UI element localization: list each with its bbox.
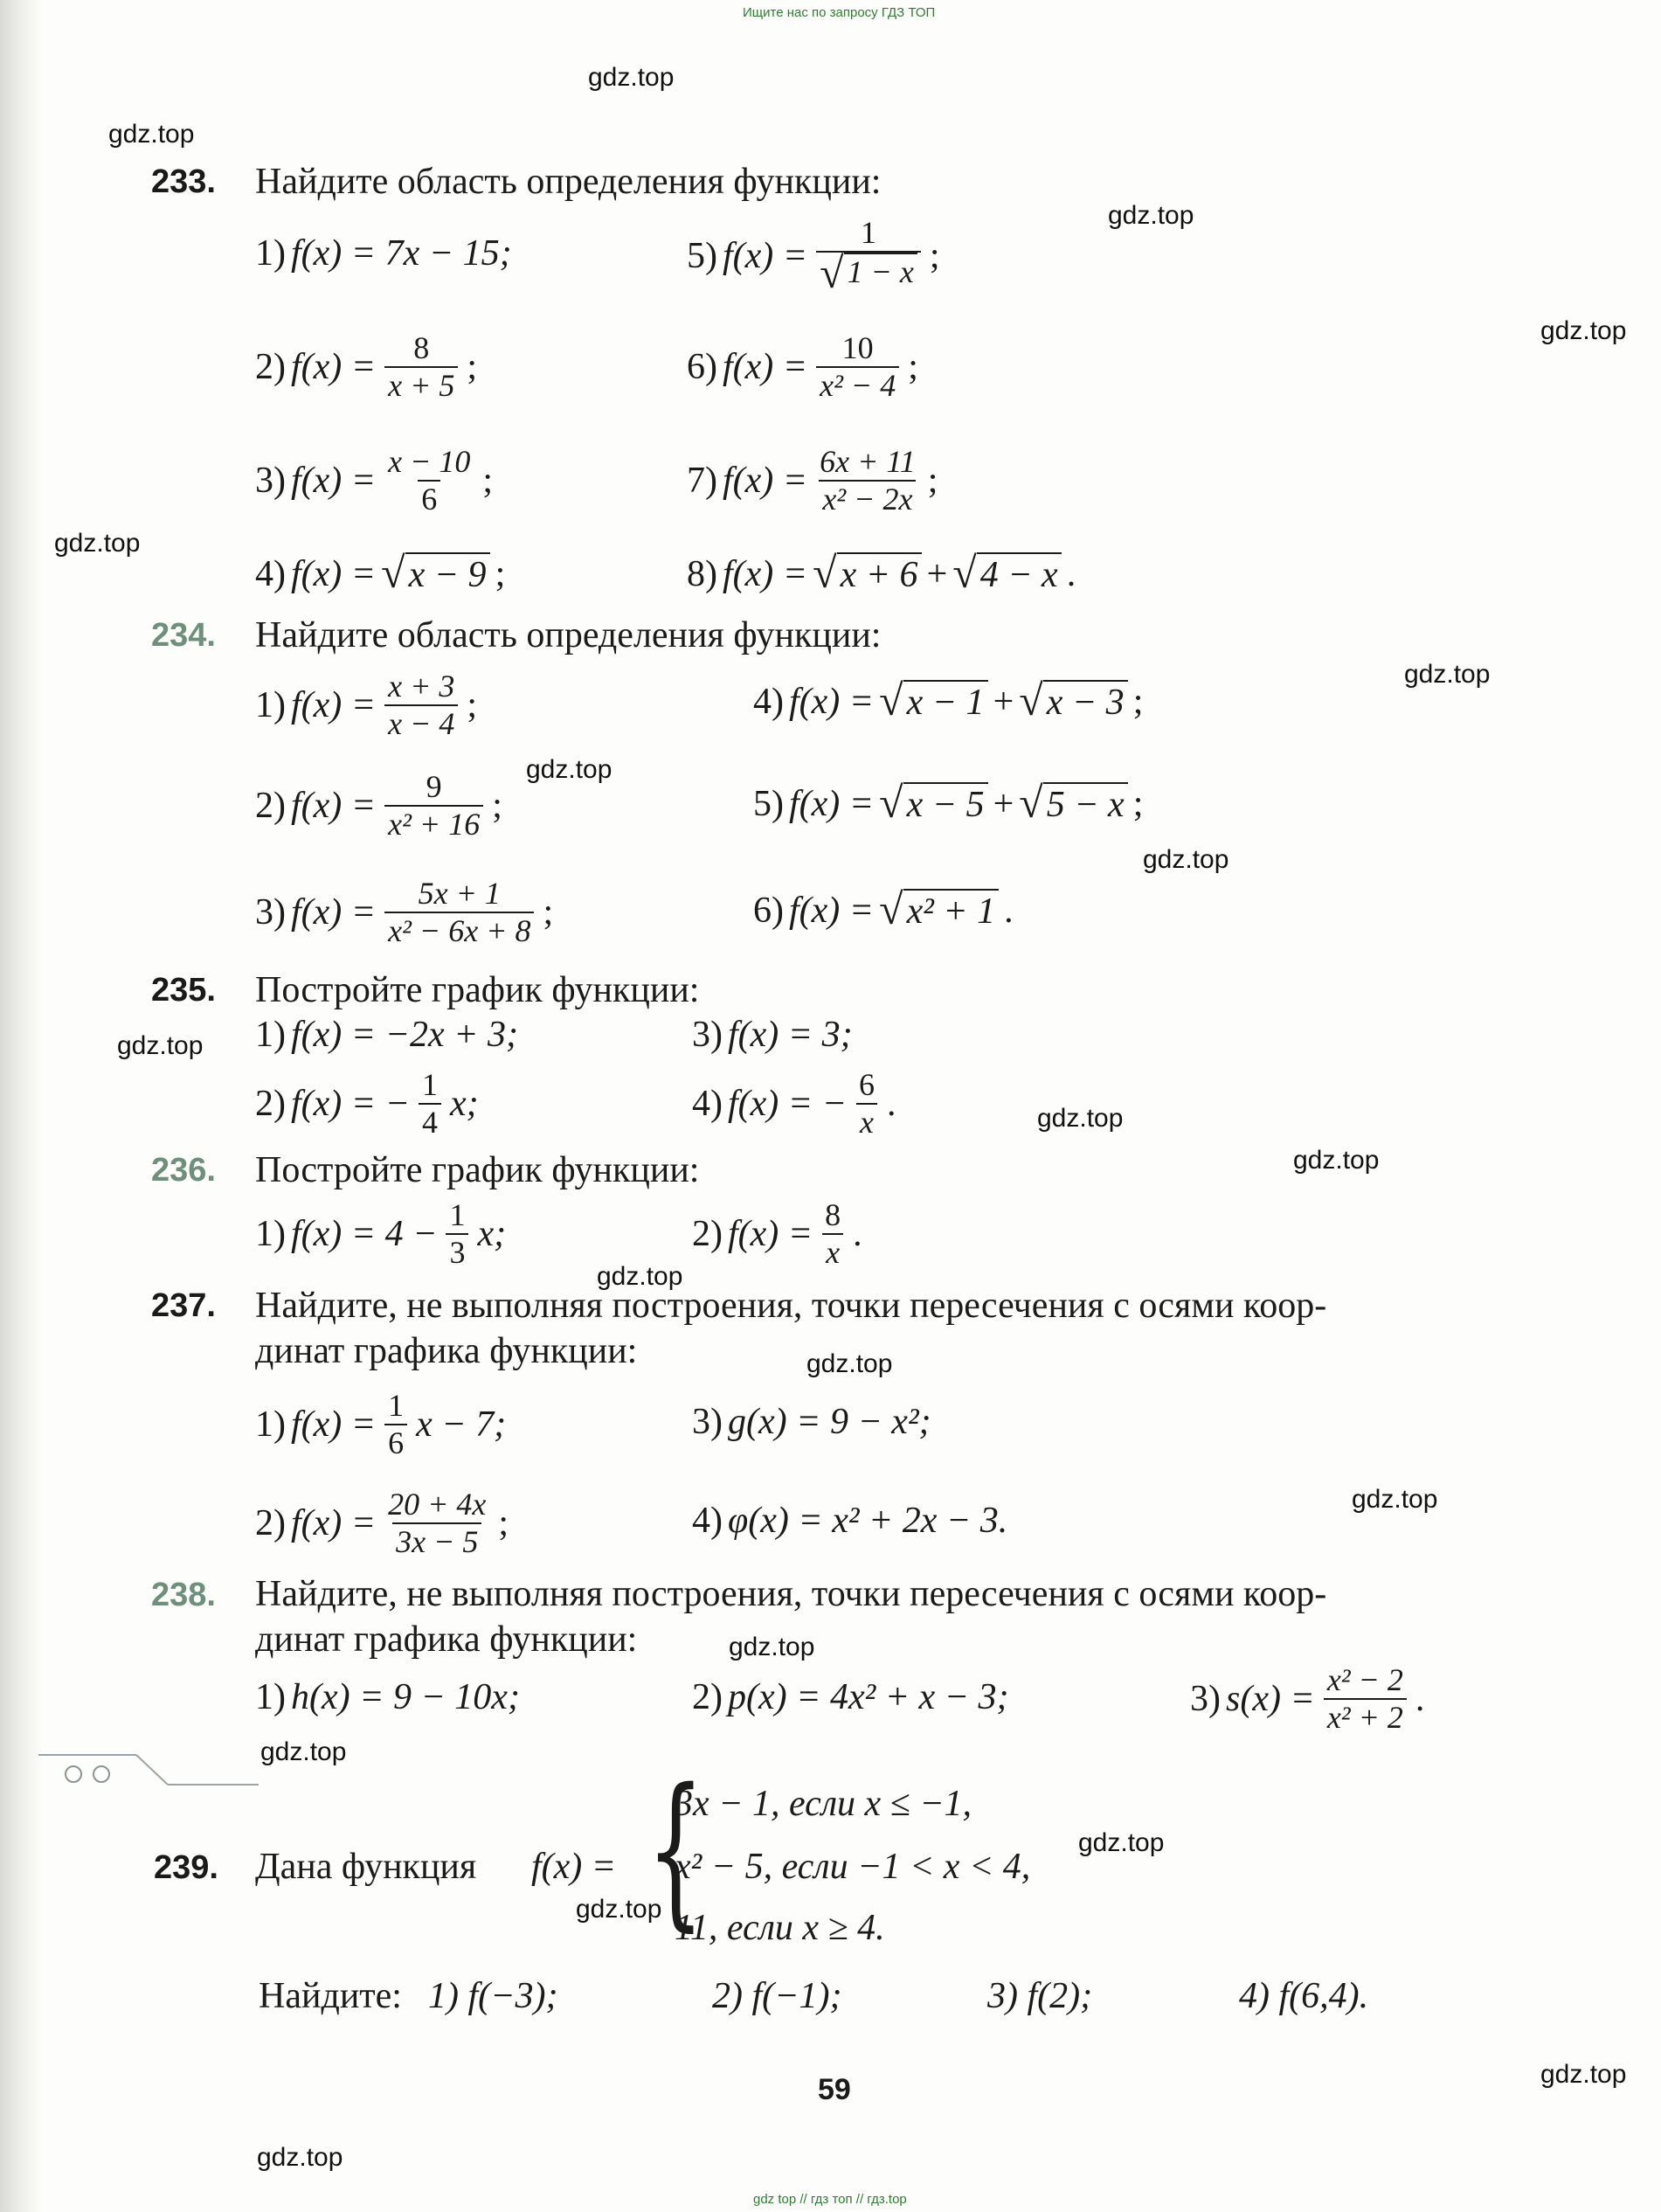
problem-number: 237. — [151, 1287, 216, 1324]
expression: f(x) = −2x + 3; — [291, 1015, 518, 1055]
function-lhs: f(x) = − — [728, 1084, 847, 1125]
item-label: 2) — [692, 1214, 723, 1255]
item-label: 2) — [255, 347, 286, 388]
square-root: √ x − 9 — [381, 552, 489, 596]
piecewise-case: 11, если x ≥ 4. — [675, 1908, 885, 1948]
expression: g(x) = 9 − x²; — [728, 1402, 931, 1442]
fraction — [816, 444, 919, 518]
function-lhs: f(x) = — [291, 892, 377, 933]
equation: 3) f(x) = $\frac{x - 10}{6}$ ; — [255, 444, 494, 517]
watermark: gdz.top — [1540, 2060, 1627, 2089]
fraction — [384, 669, 458, 743]
problem-number: 236. — [151, 1152, 216, 1189]
problem-title: Найдите область определения функции: — [255, 615, 882, 655]
problem-number: 234. — [151, 617, 216, 654]
margin-decoration — [38, 1750, 266, 1788]
item-label: 3) — [692, 1015, 723, 1055]
watermark: gdz.top — [729, 1633, 815, 1661]
find-label: Найдите: — [259, 1976, 402, 2016]
equation: 2) f(x) = − $\frac{1}{4}$ x; — [255, 1067, 479, 1141]
item-label: 7) — [687, 461, 717, 502]
top-note: Ищите нас по запросу ГДЗ ТОП — [743, 5, 936, 20]
numerator: 1 — [860, 215, 876, 250]
equation: 6) f(x) = $\frac{10}{\text{x² − 4}}$ ; — [687, 330, 918, 404]
watermark: gdz.top — [1352, 1485, 1438, 1514]
equation: 1) f(x) = 4 − $\frac{1}{3}$ x; — [255, 1197, 507, 1271]
function-lhs: f(x) = — [291, 461, 377, 502]
denominator: x² + 16 — [384, 805, 483, 843]
item-label: 3) — [255, 461, 286, 502]
denominator: x² − 4 — [816, 366, 899, 404]
radicand: x − 9 — [405, 552, 490, 596]
numerator: 20 + 4x — [388, 1487, 487, 1522]
function-lhs: f(x) = — [723, 347, 808, 388]
function-lhs: f(x) = — [291, 786, 377, 827]
equation — [255, 232, 512, 274]
watermark: gdz.top — [257, 2143, 343, 2172]
equation: 6) f(x) = √ x² + 1 . — [753, 884, 1014, 933]
denominator: x² − 6x + 8 — [384, 912, 534, 949]
fraction — [1324, 1662, 1407, 1737]
equation — [255, 1676, 520, 1718]
watermark: gdz.top — [1108, 201, 1194, 230]
function-lhs: f(x) = — [291, 554, 377, 594]
item-label: 2) — [255, 1084, 286, 1125]
problem-title: динат графика функции: — [255, 1331, 638, 1371]
problem-number: 239. — [154, 1849, 218, 1886]
problem-title: Найдите, не выполняя построения, точки пересечения с осями коор- — [255, 1286, 1327, 1326]
watermark: gdz.top — [1037, 1104, 1124, 1133]
watermark: gdz.top — [576, 1895, 662, 1924]
equation: 1) f(x) = $\frac{1}{6}$ x − 7; — [255, 1388, 507, 1461]
function-lhs: f(x) = — [291, 347, 377, 388]
numerator: x + 3 — [388, 669, 455, 704]
function-lhs: f(x) = — [728, 1214, 813, 1255]
item-label: 1) — [255, 1214, 286, 1255]
square-root: √ 5 − x — [1019, 782, 1127, 826]
equation: 7) f(x) = $\frac{6x + 11}{\text{x² − 2x}}$ ; — [687, 444, 938, 517]
item-label: 3) — [692, 1402, 723, 1442]
problem-title: Найдите область определения функции: — [255, 162, 882, 202]
watermark: gdz.top — [117, 1031, 204, 1060]
radicand: 1 − x — [844, 253, 917, 296]
fraction — [821, 1197, 844, 1272]
numerator: x² − 2 — [1326, 1662, 1403, 1697]
denominator: x + 5 — [384, 366, 458, 404]
numerator: 8 — [413, 330, 430, 365]
equation — [255, 1014, 518, 1056]
item-label: 3) — [255, 892, 286, 933]
find-item: 2) f(−1); — [712, 1976, 842, 2016]
numerator: 6 — [858, 1067, 875, 1102]
denominator — [816, 248, 921, 298]
radicand: x − 5 — [903, 782, 988, 826]
expression: f(x) = 7x − 15; — [291, 233, 512, 274]
watermark: gdz.top — [54, 529, 141, 558]
denominator: 3x − 5 — [392, 1522, 481, 1560]
radicand: 4 − x — [977, 552, 1062, 596]
watermark: gdz.top — [526, 755, 612, 784]
function-lhs: f(x) = − — [291, 1084, 410, 1125]
item-label: 6) — [753, 891, 784, 931]
function-lhs: f(x) = — [291, 1404, 377, 1446]
numerator: 9 — [426, 769, 442, 804]
radicand: x + 6 — [837, 552, 922, 596]
item-label: 4) — [692, 1501, 723, 1541]
square-root: √ x² + 1 — [879, 889, 999, 933]
radicand: x − 1 — [903, 680, 988, 724]
left-brace: { — [647, 1753, 705, 1946]
denominator: x² + 2 — [1324, 1698, 1407, 1736]
denominator: x² − 2x — [819, 480, 916, 517]
watermark: gdz.top — [1540, 316, 1627, 345]
equation — [692, 1014, 853, 1056]
radicand: x − 3 — [1043, 680, 1128, 724]
expression: f(x) = 3; — [728, 1015, 853, 1055]
denominator: x − 4 — [384, 704, 458, 742]
fraction — [816, 215, 921, 298]
item-label: 1) — [255, 1677, 286, 1717]
problem-number: 238. — [151, 1577, 216, 1613]
square-root: √ x − 5 — [879, 782, 987, 826]
item-label: 5) — [753, 784, 784, 824]
equation: 5) f(x) = 1 √ 1 − x ; — [687, 215, 940, 298]
equation — [692, 1401, 931, 1443]
equation: 2) f(x) = $\frac{20 + 4x}{3x - 5}$ ; — [255, 1487, 509, 1560]
numerator: 5x + 1 — [418, 876, 501, 911]
square-root: √ x + 6 — [813, 552, 921, 596]
denominator: x — [822, 1233, 843, 1271]
numerator: 1 — [388, 1388, 405, 1423]
problem-title: динат графика функции: — [255, 1619, 638, 1660]
fraction — [384, 1388, 407, 1462]
equation: 4) f(x) = √ x − 1 + √ x − 3 ; — [753, 676, 1144, 725]
numerator: x − 10 — [388, 444, 471, 479]
function-lhs: f(x) = — [789, 891, 875, 931]
numerator: 1 — [421, 1067, 438, 1102]
item-label: 3) — [1190, 1679, 1221, 1720]
equation: 5) f(x) = √ x − 5 + √ 5 − x ; — [753, 778, 1144, 827]
numerator: 8 — [825, 1197, 841, 1232]
item-label: 4) — [255, 554, 286, 594]
equation: 1) f(x) = $\frac{x + 3}{x - 4}$ ; — [255, 669, 478, 742]
watermark: gdz.top — [1404, 660, 1491, 689]
equation: 3) s(x) = $\frac{\text{x² − 2}}{\text{x² + 2}}$ . — [1190, 1662, 1425, 1736]
watermark: gdz.top — [588, 63, 675, 92]
item-label: 2) — [692, 1677, 723, 1717]
problem-number: 235. — [151, 972, 216, 1009]
square-root: √ 1 − x — [820, 253, 917, 296]
function-lhs: f(x) = — [291, 1503, 377, 1544]
function-lhs: f(x) = 4 − — [291, 1214, 438, 1255]
function-lhs: f(x) = — [723, 236, 808, 277]
denominator: 6 — [418, 480, 440, 517]
problem-title: Постройте график функции: — [255, 970, 700, 1010]
watermark: gdz.top — [260, 1737, 347, 1766]
equation — [692, 1500, 1007, 1542]
watermark: gdz.top — [1078, 1828, 1165, 1857]
fraction — [384, 444, 474, 518]
equation: 8) f(x) = √ x + 6 + √ 4 − x . — [687, 548, 1076, 597]
fraction — [384, 330, 458, 405]
piecewise-case: 3x − 1, если x ≤ −1, — [675, 1784, 972, 1824]
fraction — [419, 1067, 441, 1141]
equation: 2) f(x) = $\frac{8}{x}$ . — [692, 1197, 862, 1271]
piecewise-case: x² − 5, если −1 < x < 4, — [675, 1847, 1031, 1887]
problem-number: 233. — [151, 163, 216, 200]
watermark: gdz.top — [1293, 1146, 1380, 1175]
equation: 4) f(x) = √ x − 9 ; — [255, 548, 506, 597]
page-edge — [0, 0, 42, 2212]
item-label: 4) — [692, 1084, 723, 1125]
numerator: 6x + 11 — [820, 444, 916, 479]
item-label: 8) — [687, 554, 717, 594]
radicand: 5 − x — [1043, 782, 1128, 826]
watermark: gdz.top — [1143, 845, 1229, 874]
item-label: 2) — [255, 786, 286, 827]
square-root: √ x − 1 — [879, 680, 987, 724]
problem-title: Найдите, не выполняя построения, точки пересечения с осями коор- — [255, 1574, 1327, 1614]
item-label: 2) — [255, 1503, 286, 1544]
fraction — [384, 769, 483, 843]
item-label: 6) — [687, 347, 717, 388]
watermark: gdz.top — [108, 120, 195, 149]
numerator: 10 — [841, 330, 874, 365]
fraction — [855, 1067, 878, 1141]
find-item: 3) f(2); — [987, 1976, 1093, 2016]
equation: 4) f(x) = − $\frac{6}{x}$ . — [692, 1067, 896, 1141]
function-lhs: s(x) = — [1226, 1679, 1315, 1720]
square-root: √ 4 − x — [952, 552, 1061, 596]
fraction — [384, 876, 534, 950]
fraction — [384, 1487, 489, 1561]
find-item: 1) f(−3); — [428, 1976, 558, 2016]
denominator: 3 — [446, 1233, 468, 1271]
denominator: 4 — [419, 1103, 441, 1141]
denominator: 6 — [384, 1424, 407, 1461]
item-label: 1) — [255, 685, 286, 726]
fraction — [446, 1197, 468, 1272]
watermark: gdz.top — [806, 1349, 893, 1378]
item-label: 5) — [687, 236, 717, 277]
equation — [692, 1676, 1009, 1718]
function-lhs: f(x) = — [291, 685, 377, 726]
page-number: 59 — [818, 2073, 851, 2106]
equation: 3) f(x) = $\frac{5x + 1}{\text{x² − 6x + 8}}$ ; — [255, 876, 554, 949]
function-lhs: f(x) = — [723, 554, 808, 594]
expression: h(x) = 9 − 10x; — [291, 1677, 520, 1717]
fraction — [816, 330, 899, 405]
function-lhs: f(x) = — [789, 784, 875, 824]
expression: φ(x) = x² + 2x − 3. — [728, 1501, 1008, 1541]
equation: 2) f(x) = $\frac{8}{x + 5}$ ; — [255, 330, 478, 404]
equation: 2) f(x) = $\frac{9}{\text{x² + 16}}$ ; — [255, 769, 502, 843]
problem-lead: Дана функция — [255, 1847, 477, 1887]
numerator: 1 — [449, 1197, 466, 1232]
expression: p(x) = 4x² + x − 3; — [728, 1677, 1009, 1717]
denominator: x — [856, 1103, 877, 1141]
function-lhs: f(x) = — [789, 682, 875, 722]
item-label: 1) — [255, 1404, 286, 1446]
radicand: x² + 1 — [903, 889, 1000, 933]
item-label: 1) — [255, 1015, 286, 1055]
bottom-note: gdz top // гдз топ // гдз.top — [753, 2192, 907, 2207]
item-label: 1) — [255, 233, 286, 274]
item-label: 4) — [753, 682, 784, 722]
problem-title: Постройте график функции: — [255, 1150, 700, 1190]
find-item: 4) f(6,4). — [1239, 1976, 1369, 2016]
square-root: √ x − 3 — [1019, 680, 1127, 724]
watermark: gdz.top — [597, 1262, 683, 1291]
function-lhs: f(x) = — [723, 461, 808, 502]
function-lhs: f(x) = — [531, 1847, 617, 1887]
